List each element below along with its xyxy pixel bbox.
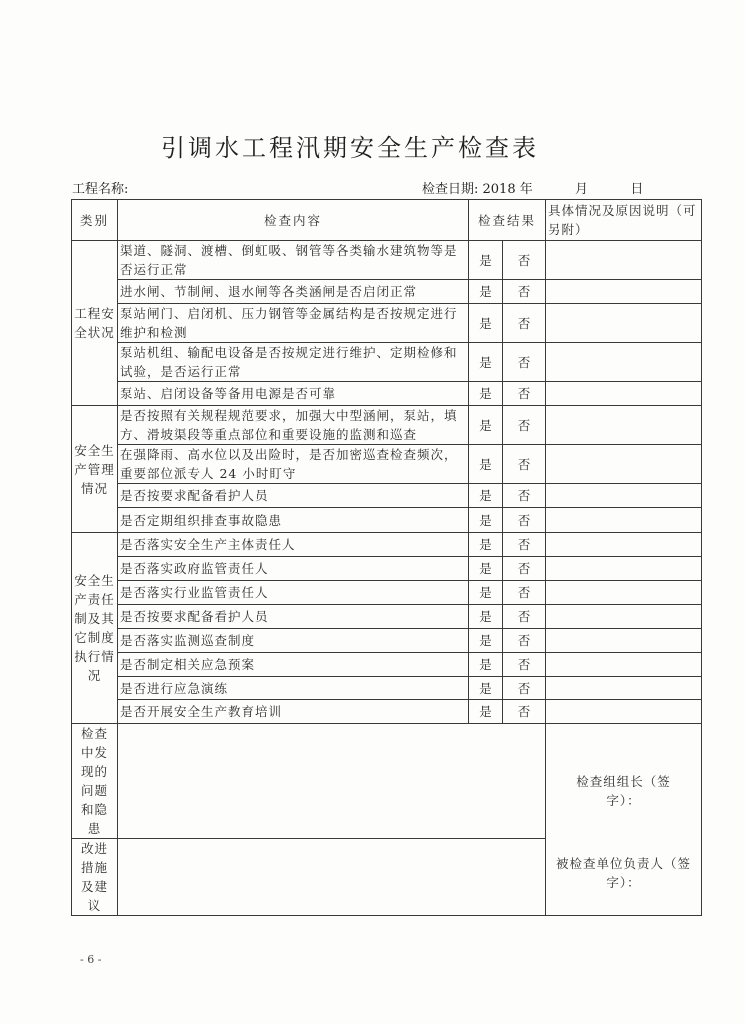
check-item: 泵站闸门、启闭机、压力钢管等金属结构是否按规定进行维护和检测 — [118, 304, 469, 343]
no-option[interactable]: 否 — [503, 557, 546, 581]
remark-cell[interactable] — [546, 343, 702, 382]
no-option[interactable]: 否 — [503, 533, 546, 557]
header-remark: 具体情况及原因说明（可另附） — [546, 200, 702, 241]
table-row — [72, 241, 702, 280]
remark-cell[interactable] — [546, 581, 702, 605]
check-item: 渠道、隧洞、渡槽、倒虹吸、钢管等各类输水建筑物等是否运行正常 — [118, 241, 469, 280]
check-item: 在强降雨、高水位以及出险时，是否加密巡查检查频次，重要部位派专人 24 小时盯守 — [118, 445, 469, 484]
yes-option[interactable]: 是 — [469, 484, 503, 508]
date-day-label: 日 — [630, 182, 644, 197]
no-option[interactable]: 否 — [503, 581, 546, 605]
check-item: 泵站、启闭设备等备用电源是否可靠 — [118, 382, 469, 406]
no-option[interactable]: 否 — [503, 382, 546, 406]
header-result: 检查结果 — [469, 200, 546, 241]
improvements-field[interactable] — [118, 839, 546, 916]
remark-cell[interactable] — [546, 508, 702, 533]
table-row — [72, 677, 702, 700]
check-item: 是否制定相关应急预案 — [118, 653, 469, 677]
no-option[interactable]: 否 — [503, 343, 546, 382]
category-cell: 工程安全状况 — [72, 241, 118, 406]
yes-option[interactable]: 是 — [469, 700, 503, 724]
check-item: 是否按要求配备看护人员 — [118, 484, 469, 508]
yes-option[interactable]: 是 — [469, 445, 503, 484]
table-row — [72, 557, 702, 581]
remark-cell[interactable] — [546, 653, 702, 677]
check-item: 是否开展安全生产教育培训 — [118, 700, 469, 724]
table-header-row — [72, 200, 702, 241]
no-option[interactable]: 否 — [503, 304, 546, 343]
document-title: 引调水工程汛期安全生产检查表 — [161, 134, 539, 162]
remark-cell[interactable] — [546, 280, 702, 304]
check-item: 是否落实行业监管责任人 — [118, 581, 469, 605]
inspection-date — [422, 178, 643, 197]
remark-cell[interactable] — [546, 677, 702, 700]
table-row — [72, 406, 702, 445]
remark-cell[interactable] — [546, 304, 702, 343]
table-row — [72, 445, 702, 484]
table-row — [72, 629, 702, 653]
check-item: 是否落实政府监管责任人 — [118, 557, 469, 581]
check-item: 泵站机组、输配电设备是否按规定进行维护、定期检修和试验，是否运行正常 — [118, 343, 469, 382]
table-row — [72, 700, 702, 724]
no-option[interactable]: 否 — [503, 406, 546, 445]
yes-option[interactable]: 是 — [469, 241, 503, 280]
signature-cell[interactable] — [546, 724, 702, 916]
check-item: 是否定期组织排查事故隐患 — [118, 508, 469, 533]
table-row — [72, 581, 702, 605]
check-item: 是否按照有关规程规范要求，加强大中型涵闸，泵站，填方、滑坡渠段等重点部位和重要设施的监测和巡查 — [118, 406, 469, 445]
category-cell: 安全生产管理情况 — [72, 406, 118, 533]
header-content: 检查内容 — [118, 200, 469, 241]
header-category: 类别 — [72, 200, 118, 241]
yes-option[interactable]: 是 — [469, 304, 503, 343]
leader-sign-label: 检查组组长（签字）： — [576, 774, 671, 808]
remark-cell[interactable] — [546, 533, 702, 557]
yes-option[interactable]: 是 — [469, 508, 503, 533]
check-item: 是否进行应急演练 — [118, 677, 469, 700]
project-name-label: 工程名称: — [72, 182, 129, 197]
no-option[interactable]: 否 — [503, 653, 546, 677]
yes-option[interactable]: 是 — [469, 280, 503, 304]
check-item: 是否落实监测巡查制度 — [118, 629, 469, 653]
unit-sign-label: 被检查单位负责人（签字）： — [556, 856, 692, 890]
category-cell: 安全生产责任制及其它制度执行情况 — [72, 533, 118, 724]
yes-option[interactable]: 是 — [469, 406, 503, 445]
remark-cell[interactable] — [546, 700, 702, 724]
table-row — [72, 533, 702, 557]
problems-row — [72, 724, 702, 839]
check-item: 是否按要求配备看护人员 — [118, 605, 469, 629]
no-option[interactable]: 否 — [503, 280, 546, 304]
yes-option[interactable]: 是 — [469, 653, 503, 677]
yes-option[interactable]: 是 — [469, 605, 503, 629]
table-row — [72, 343, 702, 382]
table-row — [72, 653, 702, 677]
remark-cell[interactable] — [546, 382, 702, 406]
table-row — [72, 605, 702, 629]
table-row — [72, 304, 702, 343]
no-option[interactable]: 否 — [503, 605, 546, 629]
no-option[interactable]: 否 — [503, 700, 546, 724]
yes-option[interactable]: 是 — [469, 581, 503, 605]
check-item: 进水闸、节制闸、退水闸等各类涵闸是否启闭正常 — [118, 280, 469, 304]
remark-cell[interactable] — [546, 445, 702, 484]
check-item: 是否落实安全生产主体责任人 — [118, 533, 469, 557]
no-option[interactable]: 否 — [503, 629, 546, 653]
yes-option[interactable]: 是 — [469, 343, 503, 382]
table-row — [72, 280, 702, 304]
remark-cell[interactable] — [546, 241, 702, 280]
problems-field[interactable] — [118, 724, 546, 839]
yes-option[interactable]: 是 — [469, 533, 503, 557]
table-row — [72, 382, 702, 406]
inspection-table — [71, 199, 702, 916]
remark-cell[interactable] — [546, 605, 702, 629]
remark-cell[interactable] — [546, 406, 702, 445]
improvements-label: 改进措施及建议 — [72, 839, 118, 916]
yes-option[interactable]: 是 — [469, 677, 503, 700]
remark-cell[interactable] — [546, 557, 702, 581]
table-row — [72, 484, 702, 508]
no-option[interactable]: 否 — [503, 508, 546, 533]
remark-cell[interactable] — [546, 484, 702, 508]
no-option[interactable]: 否 — [503, 677, 546, 700]
yes-option[interactable]: 是 — [469, 629, 503, 653]
page-number: - 6 - — [80, 953, 102, 966]
date-year-label: 检查日期: 2018 年 — [422, 182, 533, 197]
date-month-label: 月 — [575, 182, 589, 197]
yes-option[interactable]: 是 — [469, 382, 503, 406]
no-option[interactable]: 否 — [503, 241, 546, 280]
table-row — [72, 508, 702, 533]
remark-cell[interactable] — [546, 629, 702, 653]
yes-option[interactable]: 是 — [469, 557, 503, 581]
problems-label: 检查中发现的问题和隐患 — [72, 724, 118, 839]
no-option[interactable]: 否 — [503, 445, 546, 484]
no-option[interactable]: 否 — [503, 484, 546, 508]
